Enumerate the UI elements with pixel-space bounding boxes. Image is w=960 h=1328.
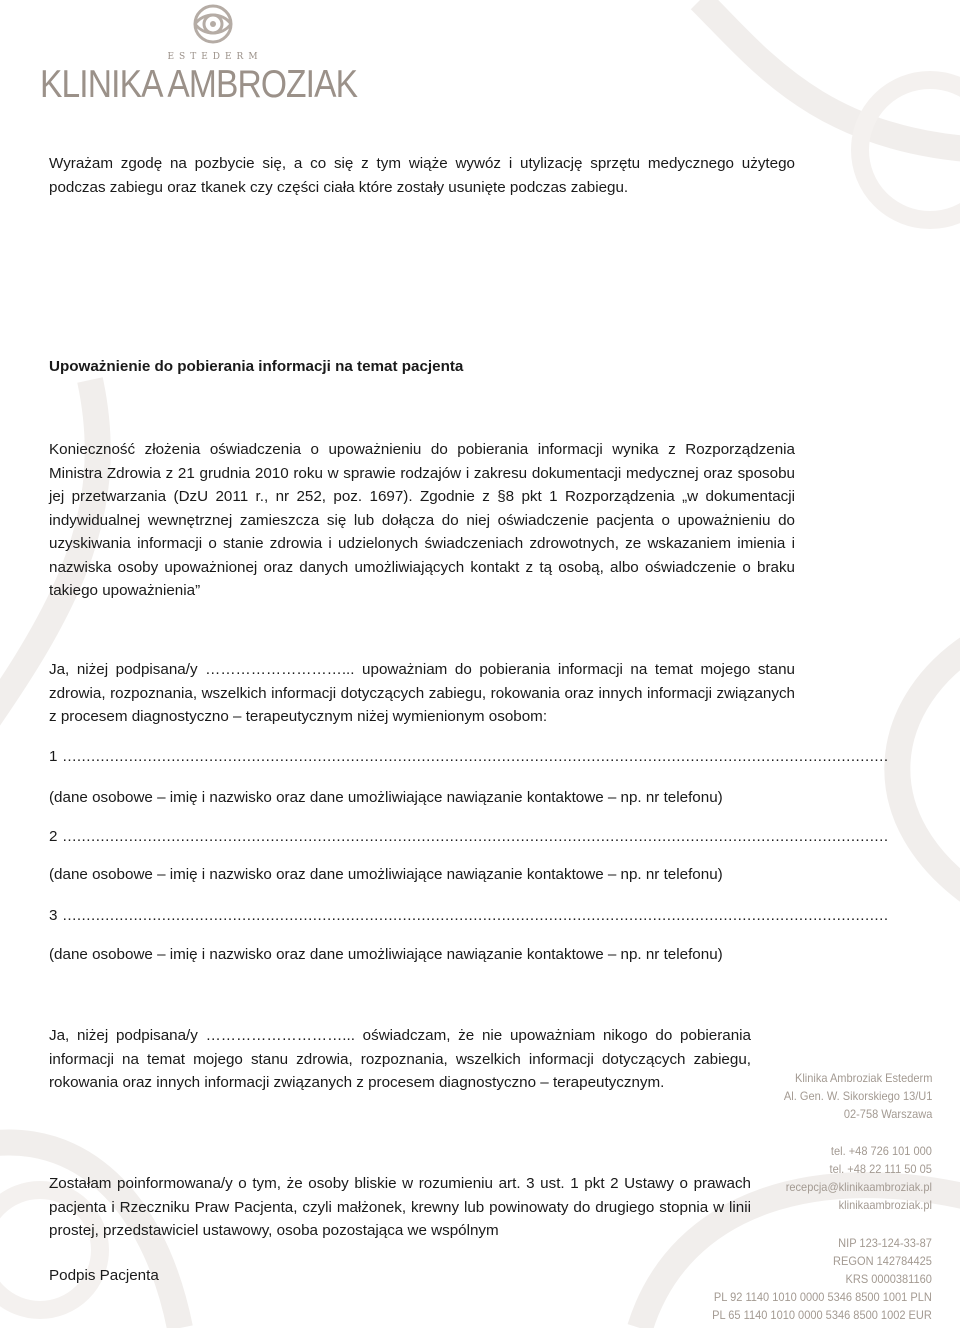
clinic-contact: [786, 1142, 932, 1214]
clinic-address: [784, 1069, 932, 1123]
address-line: 02-758 Warszawa: [843, 1107, 932, 1121]
deny-statement-text: Ja, niżej podpisana/y ………………………... oświadczam, że nie upoważniam nikogo do pobierania informacji na temat mojego stanu zdrowia, rozpoznania, wszelkich informacji dotyczących zabiegu, rokowania oraz innych informacji związanych z procesem diagnostyczno – terapeutycznym.: [49, 1027, 751, 1091]
email-link[interactable]: recepcja@klinikaambroziak.pl: [785, 1180, 932, 1194]
account-eur: PL 65 1140 1010 0000 5346 8500 1002 EUR: [712, 1308, 932, 1322]
address-line: Klinika Ambroziak Estederm: [794, 1071, 932, 1085]
person-1-hint: (dane osobowe – imię i nazwisko oraz dane umożliwiające nawiązanie kontaktowe – np. nr telefonu): [49, 789, 723, 806]
brand-subtitle: ESTEDERM: [167, 52, 263, 62]
informed-text: Zostałam poinformowana/y o tym, że osoby bliskie w rozumieniu art. 3 ust. 1 pkt 2 Ustawy o prawach pacjenta i Rzeczniku Praw Pacjenta, czyli małżonek, krewny lub powinowaty do drugiego stopnia w linii prostej, przedstawiciel ustawowy, osoba pozostająca we wspólnym: [49, 1175, 751, 1239]
person-3-line[interactable]: 3 ...............................................................................................................................................................................: [49, 907, 889, 924]
section-title: Upoważnienie do pobierania informacji na temat pacjenta: [49, 358, 464, 375]
krs: KRS 0000381160: [845, 1272, 932, 1286]
person-3-hint: (dane osobowe – imię i nazwisko oraz dane umożliwiające nawiązanie kontaktowe – np. nr telefonu): [49, 946, 723, 963]
phone-1[interactable]: tel. +48 726 101 000: [831, 1144, 932, 1158]
nip: NIP 123-124-33-87: [838, 1236, 932, 1250]
clinic-registry: [712, 1234, 932, 1324]
legal-basis-text: Konieczność złożenia oświadczenia o upoważnieniu do pobierania informacji wynika z Rozporządzenia Ministra Zdrowia z 21 grudnia 2010 roku w sprawie rodzajów i zakresu dokumentacji medycznej oraz sposobu jej przetwarzania (DzU 2011 r., nr 252, poz. 1697). Zgodnie z §8 pkt 1 Rozporządzenia „w dokumentacji indywidualnej wewnętrznej zamieszcza się lub dołącza do niej oświadczenie pacjenta o upoważnieniu do uzyskiwania informacji o stanie zdrowia i udzielonych świadczeniach zdrowotnych, ze wskazaniem imienia i nazwiska osoby upoważnionej oraz danych umożliwiających kontakt z tą osobą, albo oświadczenie o braku takiego upoważnienia”: [49, 441, 795, 599]
grant-statement-text: Ja, niżej podpisana/y ………………………... upoważniam do pobierania informacji na temat mojego stanu zdrowia, rozpoznania, wszelkich informacji dotyczących zabiegu, rokowania oraz innych informacji związanych z procesem diagnostyczno – terapeutycznym niżej wymienionym osobom:: [49, 661, 795, 725]
emblem-icon: [190, 2, 236, 46]
website-link[interactable]: klinikaambroziak.pl: [838, 1198, 932, 1212]
signature-label: Podpis Pacjenta: [49, 1267, 159, 1284]
clinic-logo: [40, 0, 385, 110]
person-2-hint: (dane osobowe – imię i nazwisko oraz dane umożliwiające nawiązanie kontaktowe – np. nr telefonu): [49, 866, 723, 883]
person-1-line[interactable]: 1 ...............................................................................................................................................................................: [49, 748, 889, 765]
phone-2[interactable]: tel. +48 22 111 50 05: [829, 1162, 932, 1176]
account-pln: PL 92 1140 1010 0000 5346 8500 1001 PLN: [714, 1290, 932, 1304]
person-2-line[interactable]: 2 ...............................................................................................................................................................................: [49, 828, 889, 845]
brand-name: KLINIKA AMBROZIAK: [40, 63, 358, 106]
regon: REGON 142784425: [833, 1254, 932, 1268]
address-line: Al. Gen. W. Sikorskiego 13/U1: [783, 1089, 932, 1103]
disposal-consent-text: Wyrażam zgodę na pozbycie się, a co się z tym wiąże wywóz i utylizację sprzętu medycznego użytego podczas zabiegu oraz tkanek czy części ciała które zostały usunięte podczas zabiegu.: [49, 155, 795, 196]
